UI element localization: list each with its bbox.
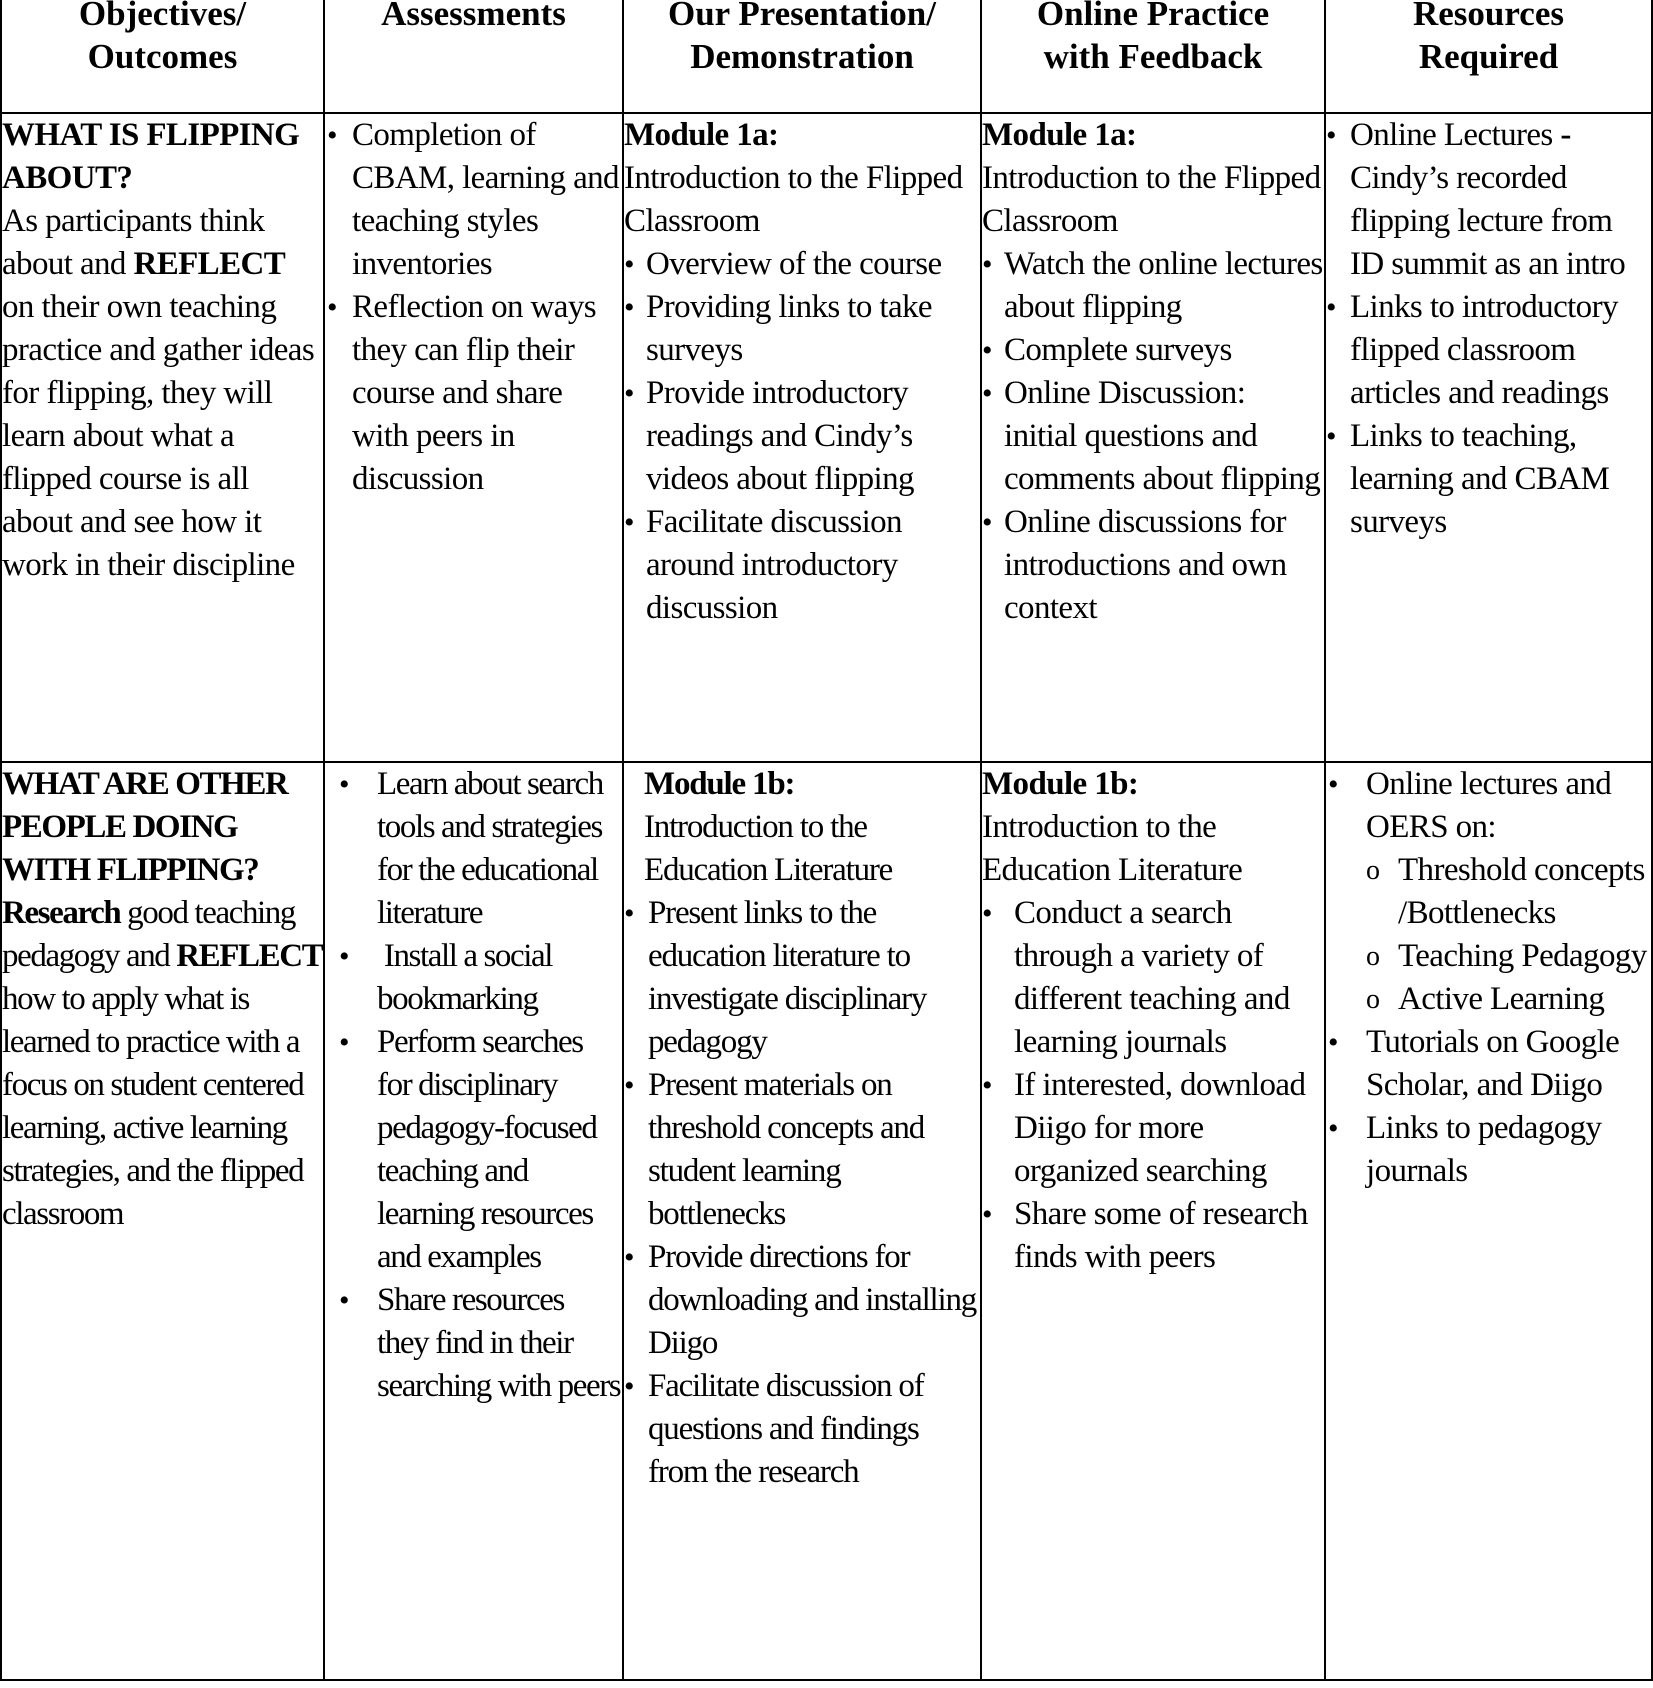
resources-cell xyxy=(1325,762,1652,1680)
practice-cell xyxy=(981,762,1325,1680)
header-presentation: Our Presentation/ Demonstration xyxy=(623,0,981,113)
list-item: • Install a social bookmarking xyxy=(325,935,622,1021)
resources-list xyxy=(1326,763,1651,1193)
list-item: • Online discussions for introductions and own context xyxy=(982,501,1324,630)
list-item: • Links to introductory flipped classroom articles and readings xyxy=(1326,286,1651,415)
sub-list-item: o Threshold concepts /Bottlenecks xyxy=(1326,849,1651,935)
list-item: • Online Lectures - Cindy’s recorded flipping lecture from ID summit as an intro xyxy=(1326,114,1651,286)
presentation-cell xyxy=(623,113,981,762)
list-item: • Online lectures and OERS on: xyxy=(1326,763,1651,849)
assessments-cell xyxy=(324,762,623,1680)
presentation-list xyxy=(624,243,980,630)
list-item: • Tutorials on Google Scholar, and Diigo xyxy=(1326,1021,1651,1107)
list-item: • Learn about search tools and strategies for the educational literature xyxy=(325,763,622,935)
list-item: • Facilitate discussion around introductory discussion xyxy=(624,501,980,630)
module-heading: Module 1a: xyxy=(624,117,779,153)
module-subtitle: Introduction to the Education Literature xyxy=(644,809,893,888)
objective-text: As participants think about and REFLECT on their own teaching practice and gather ideas for flipping, they will learn about what a flipped course is all about and see how it work in their discipline xyxy=(2,203,315,583)
list-item: • Share resources they find in their searching with peers xyxy=(325,1279,622,1408)
sub-list-item: o Active Learning xyxy=(1326,978,1651,1021)
list-item: • Providing links to take surveys xyxy=(624,286,980,372)
objective-title: WHAT IS FLIPPING ABOUT? xyxy=(2,117,300,196)
header-practice: Online Practice with Feedback xyxy=(981,0,1325,113)
objective-text: Research good teaching pedagogy and REFLECT how to apply what is learned to practice with a focus on student centered learning, active learning strategies, and the flipped classroom xyxy=(2,895,323,1232)
list-item: • Provide directions for downloading and installing Diigo xyxy=(624,1236,980,1365)
sub-list-item: o Teaching Pedagogy xyxy=(1326,935,1651,978)
presentation-list xyxy=(624,892,980,1494)
objective-cell xyxy=(1,113,324,762)
list-item: • Complete surveys xyxy=(982,329,1324,372)
module-heading: Module 1b: xyxy=(982,766,1139,802)
list-item: • Present materials on threshold concepts and student learning bottlenecks xyxy=(624,1064,980,1236)
list-item: • Completion of CBAM, learning and teaching styles inventories xyxy=(325,114,622,286)
list-item: • Provide introductory readings and Cindy’s videos about flipping xyxy=(624,372,980,501)
module-subtitle: Introduction to the Flipped Classroom xyxy=(982,160,1321,239)
header-assessments: Assessments xyxy=(324,0,623,113)
practice-cell xyxy=(981,113,1325,762)
table-row xyxy=(1,762,1652,1680)
list-item: • Watch the online lectures about flipping xyxy=(982,243,1324,329)
list-item: • Perform searches for disciplinary pedagogy-focused teaching and learning resources and examples xyxy=(325,1021,622,1279)
header-objectives: Objectives/ Outcomes xyxy=(1,0,324,113)
header-row xyxy=(1,0,1652,113)
header-resources: Resources Required xyxy=(1325,0,1652,113)
list-item: • Links to pedagogy journals xyxy=(1326,1107,1651,1193)
practice-list xyxy=(982,892,1324,1279)
list-item: • Share some of research finds with peers xyxy=(982,1193,1324,1279)
list-item: • If interested, download Diigo for more organized searching xyxy=(982,1064,1324,1193)
list-item: • Links to teaching, learning and CBAM surveys xyxy=(1326,415,1651,544)
list-item: • Overview of the course xyxy=(624,243,980,286)
list-item: • Present links to the education literature to investigate disciplinary pedagogy xyxy=(624,892,980,1064)
list-item: • Conduct a search through a variety of different teaching and learning journals xyxy=(982,892,1324,1064)
list-item: • Facilitate discussion of questions and findings from the research xyxy=(624,1365,980,1494)
assessments-cell xyxy=(324,113,623,762)
resources-list xyxy=(1326,114,1651,544)
list-item: • Reflection on ways they can flip their course and share with peers in discussion xyxy=(325,286,622,501)
assessments-list xyxy=(325,114,622,501)
module-subtitle: Introduction to the Education Literature xyxy=(982,809,1243,888)
table-row xyxy=(1,113,1652,762)
practice-list xyxy=(982,243,1324,630)
module-heading: Module 1a: xyxy=(982,117,1137,153)
presentation-cell xyxy=(623,762,981,1680)
module-subtitle: Introduction to the Flipped Classroom xyxy=(624,160,963,239)
objective-cell xyxy=(1,762,324,1680)
module-heading: Module 1b: xyxy=(644,766,795,802)
list-item: • Online Discussion: initial questions and comments about flipping xyxy=(982,372,1324,501)
assessments-list xyxy=(325,763,622,1408)
resources-cell xyxy=(1325,113,1652,762)
objective-title: WHAT ARE OTHER PEOPLE DOING WITH FLIPPING? xyxy=(2,766,288,888)
